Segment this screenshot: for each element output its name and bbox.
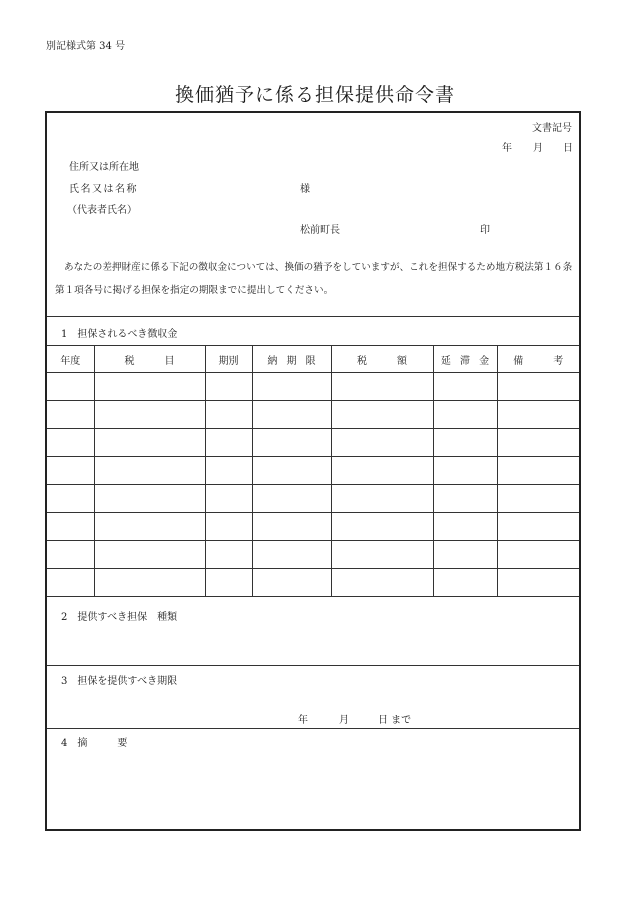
table-cell[interactable] [497, 457, 579, 485]
column-header-due-date: 納 期 限 [252, 346, 331, 373]
table-cell[interactable] [497, 513, 579, 541]
address-label: 住所又は所在地 [69, 162, 139, 173]
table-cell[interactable] [252, 513, 331, 541]
section-3-heading: 3 担保を提供すべき期限 [61, 676, 178, 687]
table-cell[interactable] [331, 373, 433, 401]
table-cell[interactable] [252, 485, 331, 513]
column-header-remarks: 備 考 [497, 346, 579, 373]
table-cell[interactable] [47, 485, 94, 513]
table-cell[interactable] [94, 485, 205, 513]
table-cell[interactable] [47, 401, 94, 429]
table-cell[interactable] [47, 373, 94, 401]
table-cell[interactable] [205, 569, 252, 597]
column-header-tax-amount: 税 額 [331, 346, 433, 373]
table-cell[interactable] [433, 569, 497, 597]
table-cell[interactable] [252, 429, 331, 457]
doc-number-label: 文書記号 [532, 123, 572, 134]
table-cell[interactable] [331, 541, 433, 569]
table-cell[interactable] [94, 401, 205, 429]
table-cell[interactable] [331, 401, 433, 429]
section-1-heading: 1 担保されるべき徴収金 [61, 329, 178, 340]
table-cell[interactable] [497, 401, 579, 429]
column-header-tax-item: 税 目 [94, 346, 205, 373]
table-cell[interactable] [205, 429, 252, 457]
table-cell[interactable] [252, 373, 331, 401]
table-cell[interactable] [433, 541, 497, 569]
issuer-name: 松前町長 [300, 225, 340, 236]
table-cell[interactable] [94, 429, 205, 457]
table-cell[interactable] [94, 569, 205, 597]
table-cell[interactable] [94, 541, 205, 569]
table-row [47, 569, 579, 597]
notice-body: あなたの差押財産に係る下記の徴収金については、換価の猶予をしていますが、これを担保するため地方税法第１６条第１項各号に掲げる担保を指定の期限までに提出してください。 [55, 262, 573, 296]
table-header-row [47, 346, 579, 373]
table-cell[interactable] [497, 541, 579, 569]
table-cell[interactable] [47, 513, 94, 541]
form-frame [45, 111, 581, 831]
date-year-label: 年 [502, 143, 512, 154]
table-cell[interactable] [47, 457, 94, 485]
table-cell[interactable] [497, 429, 579, 457]
table-row [47, 485, 579, 513]
divider [47, 665, 579, 666]
honorific-label: 様 [300, 184, 310, 195]
table-cell[interactable] [47, 569, 94, 597]
section-4-heading: 4 摘 要 [61, 738, 128, 749]
divider [47, 728, 579, 729]
representative-label: （代表者氏名） [67, 205, 137, 216]
table-cell[interactable] [94, 457, 205, 485]
table-row [47, 513, 579, 541]
section-2-heading: 2 提供すべき担保 種類 [61, 612, 178, 623]
table-cell[interactable] [433, 373, 497, 401]
divider [47, 316, 579, 317]
table-cell[interactable] [433, 485, 497, 513]
table-cell[interactable] [497, 373, 579, 401]
column-header-period: 期別 [205, 346, 252, 373]
name-label: 氏名又は名称 [69, 184, 138, 195]
table-cell[interactable] [205, 373, 252, 401]
form-number-label: 別記様式第 34 号 [46, 41, 126, 52]
table-cell[interactable] [433, 429, 497, 457]
table-cell[interactable] [433, 401, 497, 429]
date-day-label: 日 [563, 143, 573, 154]
table-row [47, 457, 579, 485]
table-cell[interactable] [331, 457, 433, 485]
column-header-late-fee: 延 滞 金 [433, 346, 497, 373]
table-cell[interactable] [331, 485, 433, 513]
table-cell[interactable] [205, 513, 252, 541]
table-cell[interactable] [94, 513, 205, 541]
table-cell[interactable] [47, 429, 94, 457]
table-cell[interactable] [252, 457, 331, 485]
table-cell[interactable] [331, 513, 433, 541]
collection-table [47, 345, 579, 597]
column-header-year: 年度 [47, 346, 94, 373]
deadline-day-until-label: 日 まで [378, 715, 412, 726]
table-cell[interactable] [94, 373, 205, 401]
table-cell[interactable] [252, 569, 331, 597]
table-cell[interactable] [205, 485, 252, 513]
deadline-year-label: 年 [298, 715, 308, 726]
table-cell[interactable] [205, 401, 252, 429]
table-cell[interactable] [252, 541, 331, 569]
table-cell[interactable] [205, 457, 252, 485]
table-row [47, 541, 579, 569]
table-cell[interactable] [497, 485, 579, 513]
document-title: 換価猶予に係る担保提供命令書 [174, 84, 455, 106]
deadline-month-label: 月 [339, 715, 349, 726]
table-row [47, 429, 579, 457]
table-cell[interactable] [433, 513, 497, 541]
table-row [47, 373, 579, 401]
table-cell[interactable] [252, 401, 331, 429]
table-cell[interactable] [497, 569, 579, 597]
table-cell[interactable] [205, 541, 252, 569]
table-cell[interactable] [331, 429, 433, 457]
table-cell[interactable] [331, 569, 433, 597]
date-month-label: 月 [533, 143, 543, 154]
table-row [47, 401, 579, 429]
seal-mark: 印 [480, 225, 490, 236]
table-cell[interactable] [433, 457, 497, 485]
table-cell[interactable] [47, 541, 94, 569]
